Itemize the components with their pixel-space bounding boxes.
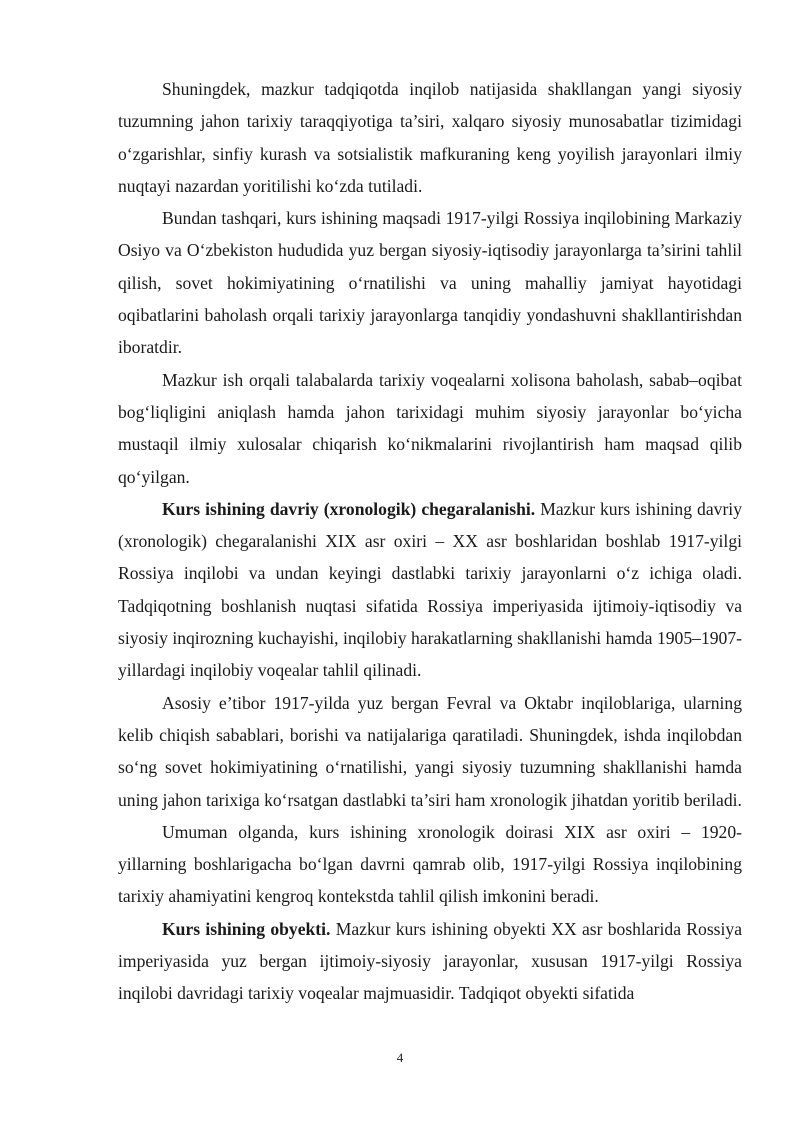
paragraph-6	[118, 816, 742, 913]
page-number: 4	[396, 1050, 404, 1065]
section-heading-chronology: Kurs ishining davriy (xronologik) chegaralanishi.	[162, 498, 536, 519]
paragraph-3	[118, 364, 742, 493]
paragraph-2	[118, 202, 742, 363]
paragraph-4	[118, 493, 742, 687]
paragraph-5-text: Asosiy e’tibor 1917-yilda yuz bergan Fevral va Oktabr inqiloblariga, ularning kelib chiqish sabablari, borishi va natijalariga qaratiladi. Shuningdek, ishda inqilobdan so‘ng sovet hokimiyatining o‘rnatilishi, yangi siyosiy tuzumning shakllanishi hamda uning jahon tarixiga ko‘rsatgan dastlabki ta’siri ham xronologik jihatdan yoritib beriladi.	[118, 692, 742, 810]
paragraph-7	[118, 913, 742, 1010]
paragraph-1-text: Shuningdek, mazkur tadqiqotda inqilob natijasida shakllangan yangi siyosiy tuzumning jahon tarixiy taraqqiyotiga ta’siri, xalqaro siyosiy munosabatlar tizimidagi o‘zgarishlar, sinfiy kurash va sotsialistik mafkuraning keng yoyilish jarayonlari ilmiy nuqtayi nazardan yoritilishi ko‘zda tutiladi.	[118, 79, 742, 196]
document-page	[118, 73, 742, 1010]
section-heading-object: Kurs ishining obyekti.	[162, 918, 331, 939]
paragraph-7-text: Mazkur kurs ishining obyekti XX asr boshlarida Rossiya imperiyasida yuz bergan ijtimoiy-siyosiy jarayonlar, xususan 1917-yilgi Rossiya inqilobi davridagi tarixiy voqealar majmuasidir. Tadqiqot obyekti sifatida	[118, 918, 743, 1004]
paragraph-5	[118, 687, 742, 816]
paragraph-1	[118, 73, 742, 202]
paragraph-6-text: Umuman olganda, kurs ishining xronologik doirasi XIX asr oxiri – 1920-yillarning boshlarigacha bo‘lgan davrni qamrab olib, 1917-yilgi Rossiya inqilobining tarixiy ahamiyatini kengroq kontekstda tahlil qilish imkonini beradi.	[118, 821, 742, 907]
paragraph-3-text: Mazkur ish orqali talabalarda tarixiy voqealarni xolisona baholash, sabab–oqibat bog‘liqligini aniqlash hamda jahon tarixidagi muhim siyosiy jarayonlar bo‘yicha mustaqil ilmiy xulosalar chiqarish ko‘nikmalarini rivojlantirish ham maqsad qilib qo‘yilgan.	[118, 369, 742, 487]
paragraph-2-text: Bundan tashqari, kurs ishining maqsadi 1917-yilgi Rossiya inqilobining Markaziy Osiyo va O‘zbekiston hududida yuz bergan siyosiy-iqtisodiy jarayonlarga ta’sirini tahlil qilish, sovet hokimiyatining o‘rnatilishi va uning mahalliy jamiyat hayotidagi oqibatlarini baholash orqali tarixiy jarayonlarga tanqidiy yondashuvni shakllantirishdan iboratdir.	[118, 208, 742, 358]
paragraph-4-text: Mazkur kurs ishining davriy (xronologik) chegaralanishi XIX asr oxiri – XX asr boshlaridan boshlab 1917-yilgi Rossiya inqilobi va undan keyingi dastlabki tarixiy jarayonlarni o‘z ichiga oladi. Tadqiqotning boshlanish nuqtasi sifatida Rossiya imperiyasida ijtimoiy-iqtisodiy va siyosiy inqirozning kuchayishi, inqilobiy harakatlarning shakllanishi hamda 1905–1907-yillardagi inqilobiy voqealar tahlil qilinadi.	[118, 498, 742, 681]
